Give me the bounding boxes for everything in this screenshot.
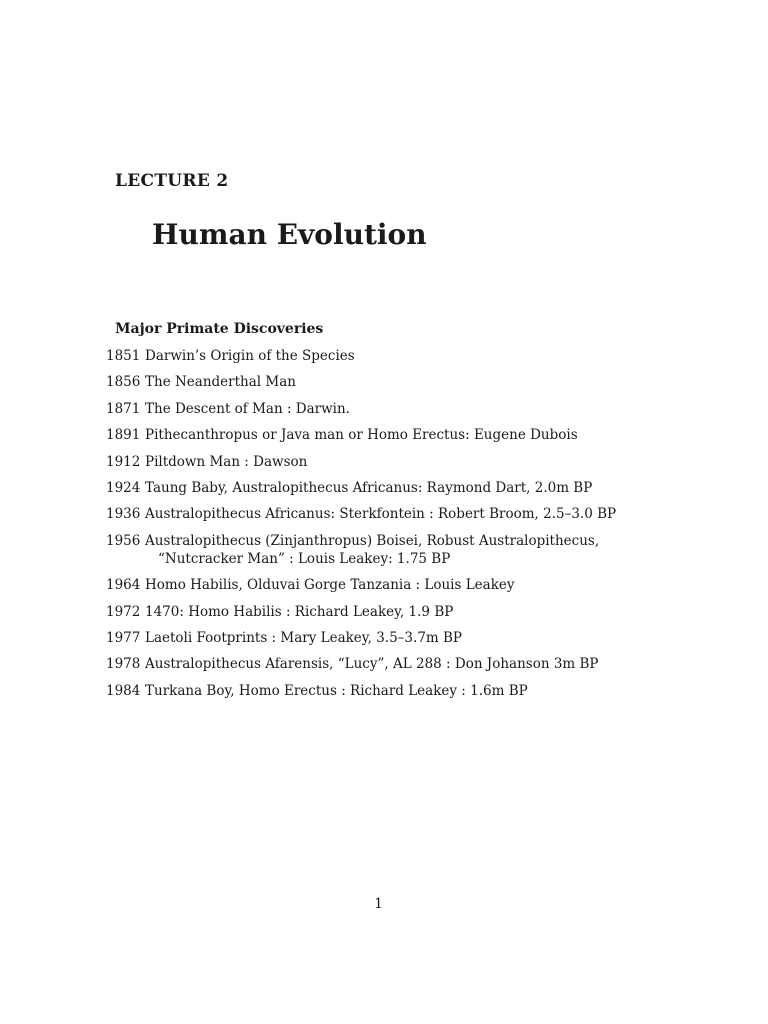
entry-text	[145, 532, 746, 568]
entry-text	[145, 453, 746, 471]
entry-text	[145, 603, 746, 621]
entry-year: 1936	[106, 506, 141, 523]
entry-year: 1851	[106, 348, 141, 364]
entry-year: 1891	[106, 427, 141, 444]
entry-year: 1924	[106, 479, 141, 496]
entry-line: Pithecanthropus or Java man or Homo Erectus: Eugene Dubois	[145, 427, 578, 444]
entry-text	[145, 400, 746, 418]
list-item	[106, 373, 746, 391]
list-item	[106, 479, 746, 497]
entry-line: 1470: Homo Habilis : Richard Leakey, 1.9 BP	[145, 603, 454, 620]
entry-line: The Descent of Man : Darwin.	[145, 400, 350, 417]
entry-text	[145, 426, 746, 444]
list-item	[106, 532, 746, 568]
list-item	[106, 505, 746, 523]
discoveries-list	[106, 347, 746, 708]
entry-year: 1856	[106, 374, 141, 391]
list-item	[106, 682, 746, 700]
entry-line: Homo Habilis, Olduvai Gorge Tanzania : Louis Leakey	[145, 577, 515, 594]
list-item	[106, 629, 746, 647]
entry-year: 1912	[106, 453, 141, 470]
entry-year: 1972	[106, 603, 141, 620]
list-item	[106, 453, 746, 471]
entry-line: Turkana Boy, Homo Erectus : Richard Leakey : 1.6m BP	[145, 682, 528, 699]
entry-text	[145, 655, 746, 673]
entry-line: The Neanderthal Man	[145, 374, 296, 391]
entry-line: Australopithecus Africanus: Sterkfontein : Robert Broom, 2.5–3.0 BP	[145, 506, 617, 523]
entry-text	[145, 576, 746, 594]
entry-text	[145, 629, 746, 647]
entry-year: 1977	[106, 629, 141, 646]
entry-line-continuation: “Nutcracker Man” : Louis Leakey: 1.75 BP	[158, 550, 451, 567]
entry-line: Taung Baby, Australopithecus Africanus: Raymond Dart, 2.0m BP	[145, 479, 593, 496]
list-item	[106, 426, 746, 444]
entry-line: Laetoli Footprints : Mary Leakey, 3.5–3.7m BP	[145, 629, 462, 646]
entry-year: 1984	[106, 682, 141, 699]
entry-text	[145, 505, 746, 523]
lecture-label: LECTURE 2	[115, 171, 229, 191]
entry-text	[145, 347, 746, 365]
entry-year: 1964	[106, 577, 141, 594]
entry-line: Piltdown Man : Dawson	[145, 453, 308, 470]
section-heading: Major Primate Discoveries	[115, 321, 324, 337]
entry-text	[145, 479, 746, 497]
page-number: 1	[374, 896, 383, 912]
list-item	[106, 347, 746, 365]
entry-text	[145, 682, 746, 700]
entry-line: Australopithecus Afarensis, “Lucy”, AL 288 : Don Johanson 3m BP	[145, 656, 599, 673]
entry-line: Darwin’s Origin of the Species	[145, 348, 355, 364]
entry-year: 1956	[106, 532, 141, 549]
entry-year: 1978	[106, 656, 141, 673]
list-item	[106, 576, 746, 594]
entry-line: Australopithecus (Zinjanthropus) Boisei, Robust Australopithecus,	[145, 532, 600, 549]
list-item	[106, 400, 746, 418]
entry-text	[145, 373, 746, 391]
list-item	[106, 655, 746, 673]
entry-year: 1871	[106, 400, 141, 417]
page-title: Human Evolution	[152, 218, 427, 251]
list-item	[106, 603, 746, 621]
